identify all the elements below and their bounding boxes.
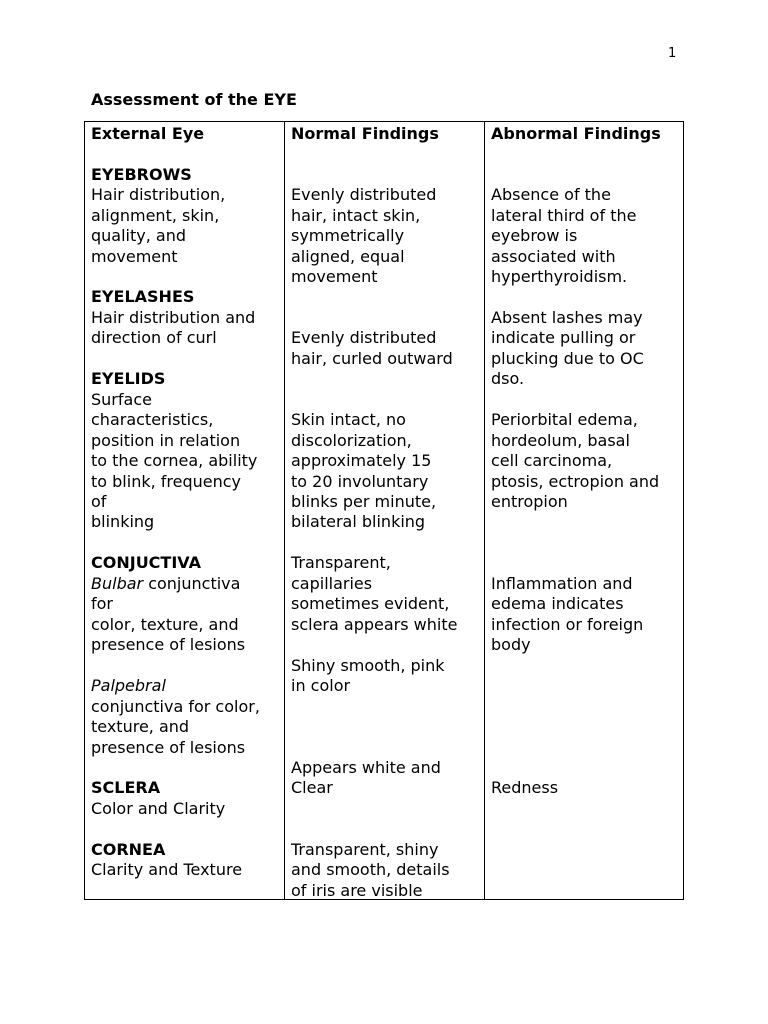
header-normal-findings: Normal Findings <box>291 124 439 143</box>
abnormal-conjunctiva-line: infection or foreign <box>491 615 644 634</box>
eyelids-line: position in relation <box>91 431 241 450</box>
eyebrows-line: alignment, skin, <box>91 206 220 225</box>
eyelids-line: blinking <box>91 512 155 531</box>
section-conjunctiva: CONJUCTIVA <box>91 553 201 572</box>
abnormal-eyebrows-line: Absence of the <box>491 185 611 204</box>
normal-eyebrows-line: Evenly distributed <box>291 185 437 204</box>
normal-eyelids-line: blinks per minute, <box>291 492 437 511</box>
section-eyelashes: EYELASHES <box>91 287 195 306</box>
palpebral-line: conjunctiva for color, <box>91 697 260 716</box>
abnormal-eyelashes-line: dso. <box>491 369 525 388</box>
eyelids-line: to blink, frequency <box>91 472 242 491</box>
eyelids-line: characteristics, <box>91 410 214 429</box>
abnormal-eyelashes-line: plucking due to OC <box>491 349 644 368</box>
normal-eyebrows-line: symmetrically <box>291 226 405 245</box>
normal-bulbar-line: sometimes evident, <box>291 594 450 613</box>
normal-bulbar-line: Transparent, <box>291 553 391 572</box>
normal-eyelids-line: approximately 15 <box>291 451 432 470</box>
abnormal-sclera-line: Redness <box>491 778 559 797</box>
cornea-line: Clarity and Texture <box>91 860 243 879</box>
column-divider <box>484 122 485 899</box>
normal-eyelashes-line: Evenly distributed <box>291 328 437 347</box>
eyelashes-line: Hair distribution and <box>91 308 256 327</box>
normal-palpebral-line: Shiny smooth, pink <box>291 656 445 675</box>
section-sclera: SCLERA <box>91 778 161 797</box>
normal-cornea-line: of iris are visible <box>291 881 423 900</box>
header-external-eye: External Eye <box>91 124 205 143</box>
section-eyelids: EYELIDS <box>91 369 166 388</box>
normal-bulbar-line: capillaries <box>291 574 373 593</box>
bulbar-line: for <box>91 594 113 613</box>
normal-eyelids-line: discolorization, <box>291 431 412 450</box>
abnormal-eyelashes-line: indicate pulling or <box>491 328 636 347</box>
eyebrows-line: quality, and <box>91 226 187 245</box>
eyebrows-line: Hair distribution, <box>91 185 226 204</box>
palpebral-term: Palpebral <box>91 676 166 695</box>
bulbar-line: color, texture, and <box>91 615 239 634</box>
abnormal-eyebrows-line: eyebrow is <box>491 226 578 245</box>
normal-cornea-line: and smooth, details <box>291 860 450 879</box>
eyelids-line: Surface <box>91 390 152 409</box>
abnormal-eyebrows-line: associated with <box>491 247 616 266</box>
bulbar-term: Bulbar <box>91 574 144 593</box>
eyelids-line: to the cornea, ability <box>91 451 258 470</box>
abnormal-eyebrows-line: hyperthyroidism. <box>491 267 628 286</box>
normal-sclera-line: Clear <box>291 778 333 797</box>
document-title: Assessment of the EYE <box>91 90 297 109</box>
abnormal-eyelashes-line: Absent lashes may <box>491 308 643 327</box>
eyelashes-line: direction of curl <box>91 328 217 347</box>
normal-sclera-line: Appears white and <box>291 758 441 777</box>
normal-eyelids-line: bilateral blinking <box>291 512 426 531</box>
normal-bulbar-line: sclera appears white <box>291 615 458 634</box>
normal-palpebral-line: in color <box>291 676 351 695</box>
eyebrows-line: movement <box>91 247 178 266</box>
palpebral-line: presence of lesions <box>91 738 246 757</box>
normal-eyelashes-line: hair, curled outward <box>291 349 453 368</box>
normal-cornea-line: Transparent, shiny <box>291 840 439 859</box>
palpebral-line: texture, and <box>91 717 190 736</box>
normal-eyebrows-line: hair, intact skin, <box>291 206 421 225</box>
abnormal-eyebrows-line: lateral third of the <box>491 206 637 225</box>
normal-eyebrows-line: aligned, equal <box>291 247 405 266</box>
normal-eyebrows-line: movement <box>291 267 378 286</box>
bulbar-line: presence of lesions <box>91 635 246 654</box>
eyelids-line: of <box>91 492 107 511</box>
abnormal-eyelids-line: entropion <box>491 492 568 511</box>
abnormal-eyelids-line: hordeolum, basal <box>491 431 630 450</box>
bulbar-rest: conjunctiva <box>143 574 241 593</box>
column-divider <box>284 122 285 899</box>
normal-eyelids-line: Skin intact, no <box>291 410 406 429</box>
abnormal-conjunctiva-line: Inflammation and <box>491 574 633 593</box>
abnormal-eyelids-line: cell carcinoma, <box>491 451 613 470</box>
page-number: 1 <box>668 46 677 61</box>
abnormal-eyelids-line: Periorbital edema, <box>491 410 638 429</box>
section-eyebrows: EYEBROWS <box>91 165 192 184</box>
abnormal-conjunctiva-line: body <box>491 635 531 654</box>
normal-eyelids-line: to 20 involuntary <box>291 472 429 491</box>
abnormal-eyelids-line: ptosis, ectropion and <box>491 472 660 491</box>
abnormal-conjunctiva-line: edema indicates <box>491 594 624 613</box>
bulbar-line <box>91 574 240 594</box>
header-abnormal-findings: Abnormal Findings <box>491 124 661 143</box>
sclera-line: Color and Clarity <box>91 799 226 818</box>
section-cornea: CORNEA <box>91 840 166 859</box>
